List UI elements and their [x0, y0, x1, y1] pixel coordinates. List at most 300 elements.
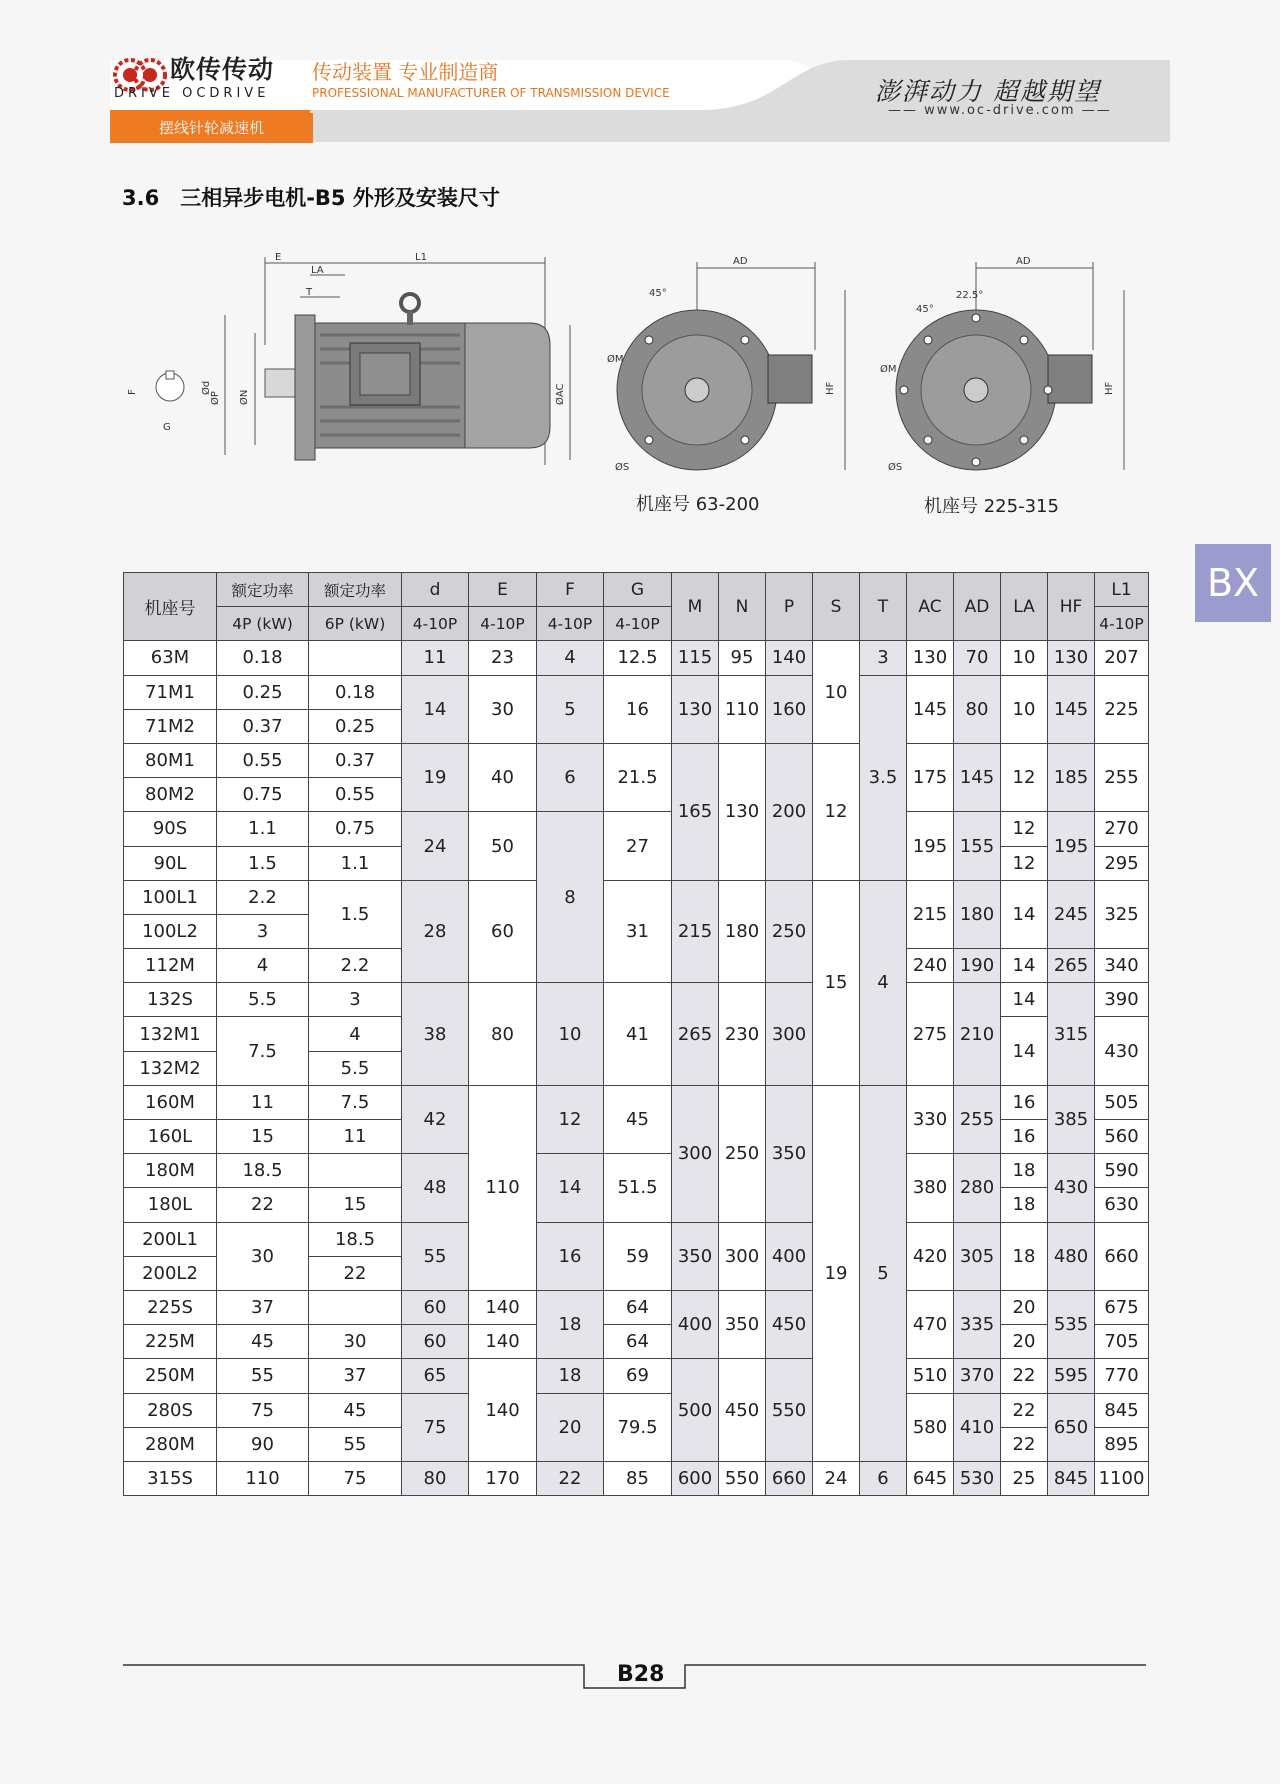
- company-logo: [108, 44, 288, 106]
- cell-la: 16: [1001, 1120, 1048, 1154]
- th-la: LA: [1001, 573, 1048, 641]
- cell-g: 85: [604, 1461, 672, 1495]
- label-P: ØP: [210, 391, 221, 405]
- cell-n: 130: [719, 743, 766, 880]
- cell-l1: 390: [1095, 983, 1149, 1017]
- cell-p4: 0.75: [217, 778, 309, 812]
- cell-frame: 132M2: [124, 1051, 217, 1085]
- cell-d: 55: [402, 1222, 469, 1290]
- cell-la: 10: [1001, 675, 1048, 743]
- dimension-table: [123, 572, 1149, 1496]
- label-225-large: 22.5°: [956, 290, 984, 301]
- cell-p6: 1.1: [309, 846, 402, 880]
- cell-d: 24: [402, 812, 469, 880]
- label-N: ØN: [239, 389, 250, 405]
- cell-l1: 295: [1095, 846, 1149, 880]
- cell-p4: 0.37: [217, 709, 309, 743]
- cell-p4: 45: [217, 1325, 309, 1359]
- cell-e: 140: [469, 1359, 537, 1462]
- tagline-cn: 传动装置 专业制造商: [312, 60, 499, 84]
- label-L1: L1: [415, 252, 427, 263]
- cell-p6: 3: [309, 983, 402, 1017]
- cell-d: 60: [402, 1325, 469, 1359]
- caption-small-frame: 机座号 63-200: [636, 494, 760, 515]
- cell-hf: 430: [1048, 1154, 1095, 1222]
- cell-m: 215: [672, 880, 719, 983]
- cell-e: 140: [469, 1290, 537, 1324]
- label-G: G: [163, 422, 171, 433]
- th-g: G: [604, 573, 672, 607]
- cell-ad: 190: [954, 949, 1001, 983]
- cell-ac: 215: [907, 880, 954, 948]
- cell-g: 45: [604, 1085, 672, 1153]
- cell-frame: 280S: [124, 1393, 217, 1427]
- cell-f: 4: [537, 641, 604, 675]
- cell-la: 12: [1001, 846, 1048, 880]
- table-header-row: [124, 573, 1149, 607]
- cell-frame: 100L1: [124, 880, 217, 914]
- cell-ad: 370: [954, 1359, 1001, 1393]
- cell-n: 300: [719, 1222, 766, 1290]
- cell-p6: [309, 641, 402, 675]
- th-f: F: [537, 573, 604, 607]
- cell-f: 8: [537, 812, 604, 983]
- cell-n: 180: [719, 880, 766, 983]
- th-e: E: [469, 573, 537, 607]
- cell-ac: 420: [907, 1222, 954, 1290]
- cell-hf: 315: [1048, 983, 1095, 1086]
- cell-p6: [309, 1290, 402, 1324]
- cell-p4: 0.55: [217, 743, 309, 777]
- page-number: B28: [617, 1662, 665, 1687]
- table-row: [124, 983, 1149, 1017]
- cell-p4: 3: [217, 914, 309, 948]
- cell-e: 40: [469, 743, 537, 811]
- label-E: E: [275, 252, 282, 263]
- cell-ad: 155: [954, 812, 1001, 880]
- cell-ad: 255: [954, 1085, 1001, 1153]
- cell-p: 160: [766, 675, 813, 743]
- cell-g: 69: [604, 1359, 672, 1393]
- cell-d: 65: [402, 1359, 469, 1393]
- table-row: [124, 880, 1149, 914]
- cell-p: 450: [766, 1290, 813, 1358]
- cell-g: 64: [604, 1290, 672, 1324]
- cell-p4: 4: [217, 949, 309, 983]
- cell-d: 60: [402, 1290, 469, 1324]
- cell-la: 10: [1001, 641, 1048, 675]
- cell-p4: 11: [217, 1085, 309, 1119]
- table-row: [124, 1393, 1149, 1427]
- th-ad: AD: [954, 573, 1001, 641]
- cell-hf: 265: [1048, 949, 1095, 983]
- cell-ad: 335: [954, 1290, 1001, 1358]
- cell-p4: 30: [217, 1222, 309, 1290]
- cell-hf: 480: [1048, 1222, 1095, 1290]
- cell-p4: 1.5: [217, 846, 309, 880]
- cell-e: 50: [469, 812, 537, 880]
- th-ac: AC: [907, 573, 954, 641]
- cell-frame: 90S: [124, 812, 217, 846]
- label-AD-large: AD: [1016, 256, 1031, 267]
- cell-g: 51.5: [604, 1154, 672, 1222]
- cell-p6: 75: [309, 1461, 402, 1495]
- cell-frame: 315S: [124, 1461, 217, 1495]
- cell-d: 11: [402, 641, 469, 675]
- cell-d: 48: [402, 1154, 469, 1222]
- th-pow4: 额定功率: [217, 573, 309, 607]
- cell-e: 170: [469, 1461, 537, 1495]
- cell-frame: 225S: [124, 1290, 217, 1324]
- cell-g: 21.5: [604, 743, 672, 811]
- cell-s: 15: [813, 880, 860, 1085]
- cell-la: 14: [1001, 983, 1048, 1017]
- label-F: F: [127, 389, 138, 395]
- cell-s: 10: [813, 641, 860, 744]
- th-d-sub: 4-10P: [402, 607, 469, 641]
- cell-p6: 11: [309, 1120, 402, 1154]
- cell-frame: 180M: [124, 1154, 217, 1188]
- label-AD-small: AD: [733, 256, 748, 267]
- cell-p6: 37: [309, 1359, 402, 1393]
- cell-f: 10: [537, 983, 604, 1086]
- cell-l1: 630: [1095, 1188, 1149, 1222]
- cell-g: 31: [604, 880, 672, 983]
- label-HF-small: HF: [825, 381, 836, 395]
- th-n: N: [719, 573, 766, 641]
- cell-ad: 180: [954, 880, 1001, 948]
- cell-m: 300: [672, 1085, 719, 1222]
- cell-la: 12: [1001, 743, 1048, 811]
- cell-frame: 80M2: [124, 778, 217, 812]
- cell-p4: 0.25: [217, 675, 309, 709]
- cell-p: 400: [766, 1222, 813, 1290]
- cell-la: 20: [1001, 1325, 1048, 1359]
- cell-frame: 160L: [124, 1120, 217, 1154]
- cell-frame: 280M: [124, 1427, 217, 1461]
- cell-hf: 845: [1048, 1461, 1095, 1495]
- cell-ad: 305: [954, 1222, 1001, 1290]
- cell-la: 25: [1001, 1461, 1048, 1495]
- cell-l1: 505: [1095, 1085, 1149, 1119]
- cell-p4: 2.2: [217, 880, 309, 914]
- cell-p6: 2.2: [309, 949, 402, 983]
- cell-n: 230: [719, 983, 766, 1086]
- cell-e: 23: [469, 641, 537, 675]
- cell-p4: 90: [217, 1427, 309, 1461]
- cell-ad: 530: [954, 1461, 1001, 1495]
- cell-p4: 55: [217, 1359, 309, 1393]
- cell-ac: 275: [907, 983, 954, 1086]
- cell-hf: 185: [1048, 743, 1095, 811]
- table-row: [124, 641, 1149, 675]
- th-p: P: [766, 573, 813, 641]
- th-g-sub: 4-10P: [604, 607, 672, 641]
- label-M-large: ØM: [880, 364, 897, 375]
- cell-p6: 0.37: [309, 743, 402, 777]
- cell-p4: 75: [217, 1393, 309, 1427]
- cell-la: 12: [1001, 812, 1048, 846]
- cell-p: 200: [766, 743, 813, 880]
- cell-l1: 225: [1095, 675, 1149, 743]
- cell-ad: 210: [954, 983, 1001, 1086]
- cell-frame: 180L: [124, 1188, 217, 1222]
- table-row: [124, 1154, 1149, 1188]
- cell-frame: 200L2: [124, 1256, 217, 1290]
- table-row: [124, 675, 1149, 709]
- cell-m: 130: [672, 675, 719, 743]
- caption-large-frame: 机座号 225-315: [924, 496, 1059, 517]
- cell-g: 79.5: [604, 1393, 672, 1461]
- cell-f: 5: [537, 675, 604, 743]
- cell-frame: 200L1: [124, 1222, 217, 1256]
- cell-p6: 1.5: [309, 880, 402, 948]
- cell-frame: 100L2: [124, 914, 217, 948]
- cell-e: 140: [469, 1325, 537, 1359]
- cell-l1: 845: [1095, 1393, 1149, 1427]
- cell-ad: 280: [954, 1154, 1001, 1222]
- cell-n: 110: [719, 675, 766, 743]
- cell-ac: 580: [907, 1393, 954, 1461]
- cell-m: 350: [672, 1222, 719, 1290]
- th-e-sub: 4-10P: [469, 607, 537, 641]
- cell-e: 80: [469, 983, 537, 1086]
- label-45-large: 45°: [916, 304, 934, 315]
- cell-p6: 5.5: [309, 1051, 402, 1085]
- label-S-large: ØS: [888, 462, 903, 473]
- th-d: d: [402, 573, 469, 607]
- motor-end-drawing-small: [605, 250, 855, 480]
- website-text: www.oc-drive.com: [924, 103, 1076, 118]
- cell-g: 27: [604, 812, 672, 880]
- cell-la: 20: [1001, 1290, 1048, 1324]
- cell-n: 95: [719, 641, 766, 675]
- cell-ad: 80: [954, 675, 1001, 743]
- cell-p6: 0.55: [309, 778, 402, 812]
- cell-p4: 22: [217, 1188, 309, 1222]
- cell-p6: 45: [309, 1393, 402, 1427]
- cell-p: 550: [766, 1359, 813, 1462]
- cell-f: 18: [537, 1290, 604, 1358]
- cell-f: 14: [537, 1154, 604, 1222]
- cell-p6: 0.25: [309, 709, 402, 743]
- th-f-sub: 4-10P: [537, 607, 604, 641]
- section-title: 3.6 三相异步电机-B5 外形及安装尺寸: [122, 186, 500, 210]
- cell-p6: [309, 1154, 402, 1188]
- logo-en: DRIVE OCDRIVE: [114, 86, 270, 101]
- cell-p4: 37: [217, 1290, 309, 1324]
- motor-end-drawing-large: [868, 250, 1130, 480]
- cell-g: 16: [604, 675, 672, 743]
- cell-ac: 145: [907, 675, 954, 743]
- cell-m: 500: [672, 1359, 719, 1462]
- cell-l1: 895: [1095, 1427, 1149, 1461]
- cell-ac: 130: [907, 641, 954, 675]
- cell-ac: 330: [907, 1085, 954, 1153]
- cell-s: 12: [813, 743, 860, 880]
- cell-n: 350: [719, 1290, 766, 1358]
- cell-p4: 18.5: [217, 1154, 309, 1188]
- cell-p4: 110: [217, 1461, 309, 1495]
- cell-m: 115: [672, 641, 719, 675]
- side-tab-bx[interactable]: BX: [1195, 544, 1271, 622]
- cell-frame: 80M1: [124, 743, 217, 777]
- cell-d: 19: [402, 743, 469, 811]
- cell-p6: 0.75: [309, 812, 402, 846]
- tagline-en: PROFESSIONAL MANUFACTURER OF TRANSMISSION DEVICE: [312, 86, 670, 100]
- cell-g: 12.5: [604, 641, 672, 675]
- cell-frame: 132M1: [124, 1017, 217, 1051]
- cell-frame: 132S: [124, 983, 217, 1017]
- motor-side-drawing: [125, 245, 595, 485]
- cell-d: 80: [402, 1461, 469, 1495]
- label-M-small: ØM: [607, 354, 624, 365]
- logo-cn: 欧传传动: [170, 55, 275, 84]
- label-45-small: 45°: [649, 288, 667, 299]
- cell-p: 250: [766, 880, 813, 983]
- cell-n: 450: [719, 1359, 766, 1462]
- cell-p: 350: [766, 1085, 813, 1222]
- cell-d: 28: [402, 880, 469, 983]
- cell-p6: 22: [309, 1256, 402, 1290]
- cell-d: 75: [402, 1393, 469, 1461]
- cell-p6: 7.5: [309, 1085, 402, 1119]
- cell-p4: 15: [217, 1120, 309, 1154]
- table-row: [124, 1085, 1149, 1119]
- label-T: T: [306, 287, 313, 298]
- slogan: 澎湃动力 超越期望: [875, 77, 1101, 106]
- cell-p4: 5.5: [217, 983, 309, 1017]
- label-S-small: ØS: [615, 462, 630, 473]
- cell-p6: 55: [309, 1427, 402, 1461]
- table-row: [124, 1290, 1149, 1324]
- th-pow6: 额定功率: [309, 573, 402, 607]
- cell-la: 18: [1001, 1154, 1048, 1188]
- table-row: [124, 1461, 1149, 1495]
- cell-l1: 560: [1095, 1120, 1149, 1154]
- cell-p6: 15: [309, 1188, 402, 1222]
- cell-e: 110: [469, 1085, 537, 1290]
- cell-la: 18: [1001, 1222, 1048, 1290]
- cell-m: 265: [672, 983, 719, 1086]
- cell-t: 3: [860, 641, 907, 675]
- th-6p: 6P (kW): [309, 607, 402, 641]
- cell-d: 38: [402, 983, 469, 1086]
- cell-p: 660: [766, 1461, 813, 1495]
- cell-ac: 510: [907, 1359, 954, 1393]
- cell-la: 22: [1001, 1393, 1048, 1427]
- cell-hf: 245: [1048, 880, 1095, 948]
- cell-ac: 645: [907, 1461, 954, 1495]
- cell-hf: 130: [1048, 641, 1095, 675]
- th-4p: 4P (kW): [217, 607, 309, 641]
- cell-g: 41: [604, 983, 672, 1086]
- cell-p6: 0.18: [309, 675, 402, 709]
- cell-e: 30: [469, 675, 537, 743]
- cell-n: 250: [719, 1085, 766, 1222]
- cell-hf: 595: [1048, 1359, 1095, 1393]
- cell-p6: 18.5: [309, 1222, 402, 1256]
- th-s: S: [813, 573, 860, 641]
- cell-la: 22: [1001, 1427, 1048, 1461]
- cell-f: 22: [537, 1461, 604, 1495]
- cell-la: 14: [1001, 1017, 1048, 1085]
- cell-la: 14: [1001, 880, 1048, 948]
- th-l1: L1: [1095, 573, 1149, 607]
- cell-s: 19: [813, 1085, 860, 1461]
- cell-l1: 590: [1095, 1154, 1149, 1188]
- cell-ac: 195: [907, 812, 954, 880]
- cell-hf: 195: [1048, 812, 1095, 880]
- cell-g: 59: [604, 1222, 672, 1290]
- cell-la: 22: [1001, 1359, 1048, 1393]
- cell-hf: 650: [1048, 1393, 1095, 1461]
- cell-p4: 1.1: [217, 812, 309, 846]
- cell-m: 400: [672, 1290, 719, 1358]
- cell-frame: 63M: [124, 641, 217, 675]
- cell-la: 14: [1001, 949, 1048, 983]
- cell-m: 600: [672, 1461, 719, 1495]
- th-hf: HF: [1048, 573, 1095, 641]
- table-row: [124, 812, 1149, 846]
- cell-t: 4: [860, 880, 907, 1085]
- category-tag: 摆线针轮减速机: [110, 113, 313, 143]
- cell-p: 300: [766, 983, 813, 1086]
- cell-frame: 71M1: [124, 675, 217, 709]
- cell-hf: 385: [1048, 1085, 1095, 1153]
- cell-l1: 660: [1095, 1222, 1149, 1290]
- cell-ad: 145: [954, 743, 1001, 811]
- cell-l1: 705: [1095, 1325, 1149, 1359]
- cell-p4: 0.18: [217, 641, 309, 675]
- cell-frame: 160M: [124, 1085, 217, 1119]
- cell-p4: 7.5: [217, 1017, 309, 1085]
- cell-g: 64: [604, 1325, 672, 1359]
- cell-l1: 1100: [1095, 1461, 1149, 1495]
- cell-l1: 325: [1095, 880, 1149, 948]
- cell-hf: 145: [1048, 675, 1095, 743]
- cell-l1: 430: [1095, 1017, 1149, 1085]
- cell-ac: 380: [907, 1154, 954, 1222]
- cell-l1: 675: [1095, 1290, 1149, 1324]
- th-l1-sub: 4-10P: [1095, 607, 1149, 641]
- cell-t: 6: [860, 1461, 907, 1495]
- cell-l1: 255: [1095, 743, 1149, 811]
- th-frame: 机座号: [124, 573, 217, 641]
- cell-t: 3.5: [860, 675, 907, 880]
- cell-f: 6: [537, 743, 604, 811]
- cell-m: 165: [672, 743, 719, 880]
- cell-frame: 112M: [124, 949, 217, 983]
- cell-hf: 535: [1048, 1290, 1095, 1358]
- cell-t: 5: [860, 1085, 907, 1461]
- label-LA: LA: [311, 265, 324, 276]
- cell-ac: 240: [907, 949, 954, 983]
- cell-p6: 30: [309, 1325, 402, 1359]
- cell-s: 24: [813, 1461, 860, 1495]
- cell-f: 12: [537, 1085, 604, 1153]
- th-m: M: [672, 573, 719, 641]
- cell-ac: 470: [907, 1290, 954, 1358]
- cell-ac: 175: [907, 743, 954, 811]
- label-d: Ød: [201, 380, 212, 395]
- cell-p: 140: [766, 641, 813, 675]
- cell-l1: 207: [1095, 641, 1149, 675]
- cell-n: 550: [719, 1461, 766, 1495]
- cell-f: 18: [537, 1359, 604, 1393]
- cell-l1: 340: [1095, 949, 1149, 983]
- website: —— www.oc-drive.com ——: [888, 103, 1112, 118]
